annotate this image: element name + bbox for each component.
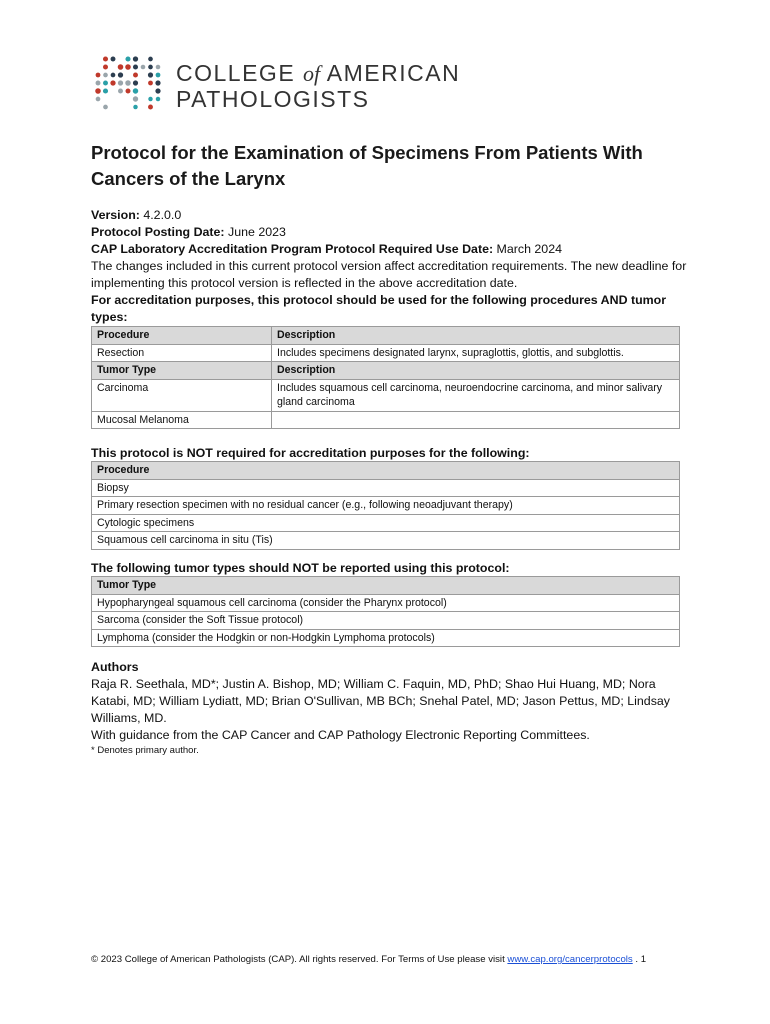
procedure-cell: Resection <box>92 344 272 362</box>
tumor-type-cell: Lymphoma (consider the Hodgkin or non-Hodgkin Lymphoma protocols) <box>92 629 680 647</box>
header-description-2: Description <box>272 362 680 380</box>
authors-heading: Authors <box>91 660 139 674</box>
procedure-cell: Biopsy <box>92 479 680 497</box>
cap-logo <box>94 55 474 115</box>
tumor-type-cell: Sarcoma (consider the Soft Tissue protocol) <box>92 612 680 630</box>
table-subheader-row <box>92 362 680 380</box>
table-row <box>92 479 680 497</box>
logo-word-of: of <box>303 61 321 86</box>
version-line <box>91 207 691 224</box>
not-required-heading: This protocol is NOT required for accreditation purposes for the following: <box>91 446 530 460</box>
not-reported-table <box>91 576 680 647</box>
header-procedure: Procedure <box>92 327 272 345</box>
table-row <box>92 594 680 612</box>
version-value: 4.2.0.0 <box>143 208 182 222</box>
description-cell: Includes squamous cell carcinoma, neuroendocrine carcinoma, and minor salivary gland carcinoma <box>272 379 680 411</box>
table-row <box>92 497 680 515</box>
header-description: Description <box>272 327 680 345</box>
page-title: Protocol for the Examination of Specimens From Patients With Cancers of the Larynx <box>91 142 643 189</box>
logo-word-college: COLLEGE <box>176 60 296 86</box>
authors-guidance: With guidance from the CAP Cancer and CAP Pathology Electronic Reporting Committees. <box>91 728 590 742</box>
table-row <box>92 532 680 550</box>
required-use-label: CAP Laboratory Accreditation Program Protocol Required Use Date: <box>91 242 494 256</box>
posting-date-line <box>91 224 691 241</box>
description-cell <box>272 411 680 429</box>
logo-word-american: AMERICAN <box>326 60 461 86</box>
authors-names: Raja R. Seethala, MD*; Justin A. Bishop, MD; William C. Faquin, MD, PhD; Shao Hui Huang, MD; Nora Katabi, MD; William Lydiatt, MD; Brian O'Sullivan, MB BCh; Snehal Patel, MD; Jason Pettus, MD; Lindsay Williams, MD. <box>91 677 670 725</box>
cancer-protocols-link[interactable]: www.cap.org/cancerprotocols <box>507 954 633 965</box>
procedure-cell: Cytologic specimens <box>92 514 680 532</box>
header-tumor-type: Tumor Type <box>92 577 680 595</box>
table-row <box>92 344 680 362</box>
table-header-row <box>92 462 680 480</box>
tumor-type-cell: Mucosal Melanoma <box>92 411 272 429</box>
version-label: Version: <box>91 208 140 222</box>
required-use-line <box>91 241 691 258</box>
logo-word-pathologists: PATHOLOGISTS <box>176 86 370 112</box>
table-row <box>92 629 680 647</box>
description-cell: Includes specimens designated larynx, supraglottis, glottis, and subglottis. <box>272 344 680 362</box>
copyright-text: © 2023 College of American Pathologists (CAP). All rights reserved. For Terms of Use please visit <box>91 954 505 965</box>
protocol-metadata <box>91 207 691 326</box>
procedure-cell: Primary resection specimen with no residual cancer (e.g., following neoadjuvant therapy) <box>92 497 680 515</box>
required-use-value: March 2024 <box>496 242 562 256</box>
posting-date-label: Protocol Posting Date: <box>91 225 225 239</box>
primary-author-note: * Denotes primary author. <box>91 745 199 756</box>
authors-section <box>91 658 691 758</box>
page-footer <box>91 953 691 967</box>
table-header-row <box>92 327 680 345</box>
not-reported-heading: The following tumor types should NOT be reported using this protocol: <box>91 561 510 575</box>
posting-date-value: June 2023 <box>228 225 286 239</box>
procedure-cell: Squamous cell carcinoma in situ (Tis) <box>92 532 680 550</box>
logo-wordmark <box>176 61 460 112</box>
tumor-type-cell: Carcinoma <box>92 379 272 411</box>
logo-dot-grid-icon <box>94 55 164 115</box>
table-header-row <box>92 577 680 595</box>
header-procedure: Procedure <box>92 462 680 480</box>
accreditation-note-line <box>91 292 691 326</box>
table-row <box>92 411 680 429</box>
procedures-table <box>91 326 680 429</box>
header-tumor-type: Tumor Type <box>92 362 272 380</box>
page-number: . 1 <box>635 954 647 965</box>
not-required-table <box>91 461 680 550</box>
tumor-type-cell: Hypopharyngeal squamous cell carcinoma (consider the Pharynx protocol) <box>92 594 680 612</box>
table-row <box>92 514 680 532</box>
changes-note: The changes included in this current protocol version affect accreditation requirements. The new deadline for implementing this protocol version is reflected in the above accreditation date. <box>91 259 687 290</box>
table-row <box>92 612 680 630</box>
table-row <box>92 379 680 411</box>
accreditation-note: For accreditation purposes, this protocol should be used for the following procedures AND tumor types: <box>91 293 667 324</box>
